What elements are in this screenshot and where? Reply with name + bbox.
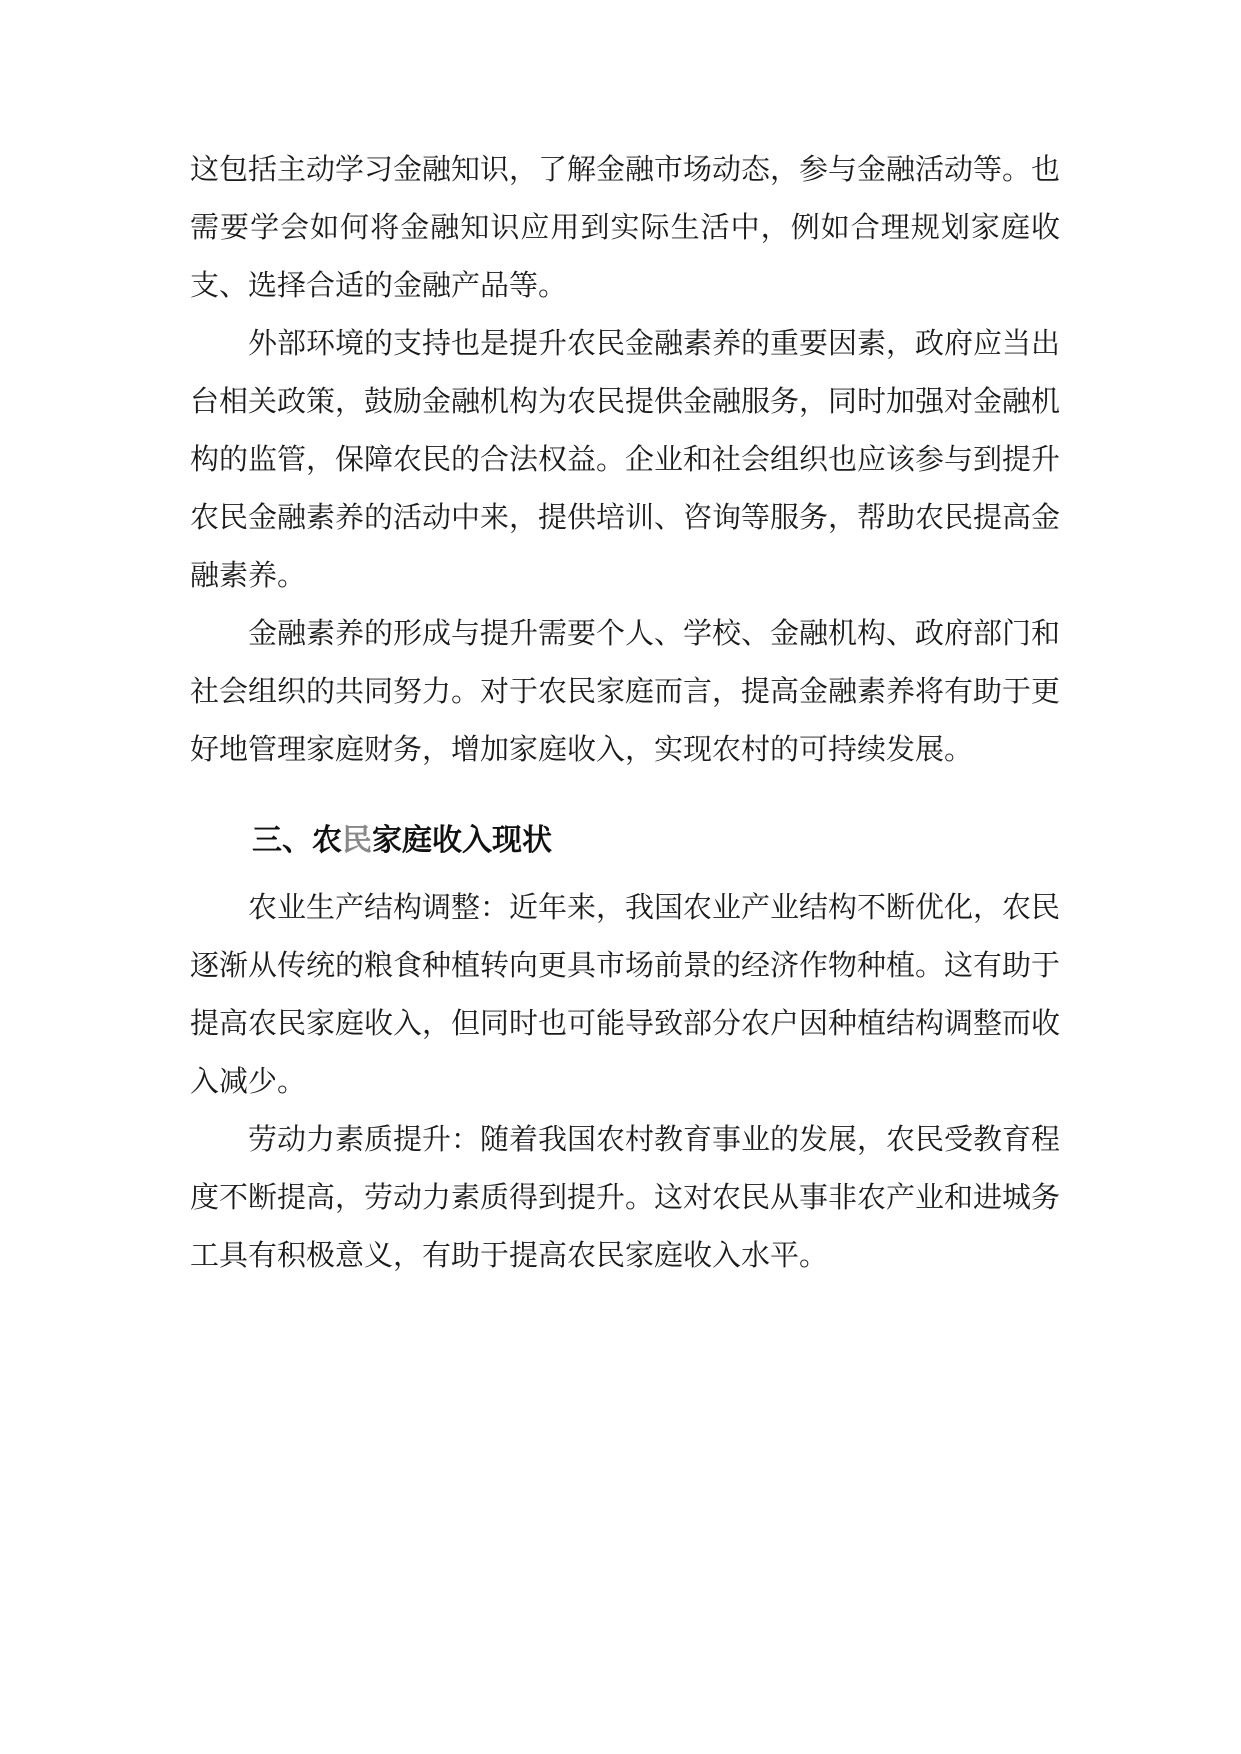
- paragraph-1: 这包括主动学习金融知识，了解金融市场动态，参与金融活动等。也需要学会如何将金融知识应用到实际生活中，例如合理规划家庭收支、选择合适的金融产品等。: [190, 152, 1061, 302]
- section-heading: [190, 812, 1060, 870]
- paragraph-3: 金融素养的形成与提升需要个人、学校、金融机构、政府部门和社会组织的共同努力。对于农民家庭而言，提高金融素养将有助于更好地管理家庭财务，增加家庭收入，实现农村的可持续发展。: [190, 616, 1061, 766]
- section-heading-highlight: 民: [342, 823, 372, 858]
- paragraph-4: 农业生产结构调整：近年来，我国农业产业结构不断优化，农民逐渐从传统的粮食种植转向更具市场前景的经济作物种植。这有助于提高农民家庭收入，但同时也可能导致部分农户因种植结构调整而收入减少。: [190, 890, 1061, 1098]
- paragraph-5: 劳动力素质提升：随着我国农村教育事业的发展，农民受教育程度不断提高，劳动力素质得到提升。这对农民从事非农产业和进城务工具有积极意义，有助于提高农民家庭收入水平。: [190, 1122, 1061, 1272]
- section-heading-part1: 三、农: [252, 823, 342, 858]
- document-body: [190, 140, 1060, 1284]
- paragraph-2: 外部环境的支持也是提升农民金融素养的重要因素，政府应当出台相关政策，鼓励金融机构为农民提供金融服务，同时加强对金融机构的监管，保障农民的合法权益。企业和社会组织也应该参与到提升农民金融素养的活动中来，提供培训、咨询等服务，帮助农民提高金融素养。: [190, 326, 1061, 592]
- section-heading-part3: 家庭收入现状: [372, 823, 552, 858]
